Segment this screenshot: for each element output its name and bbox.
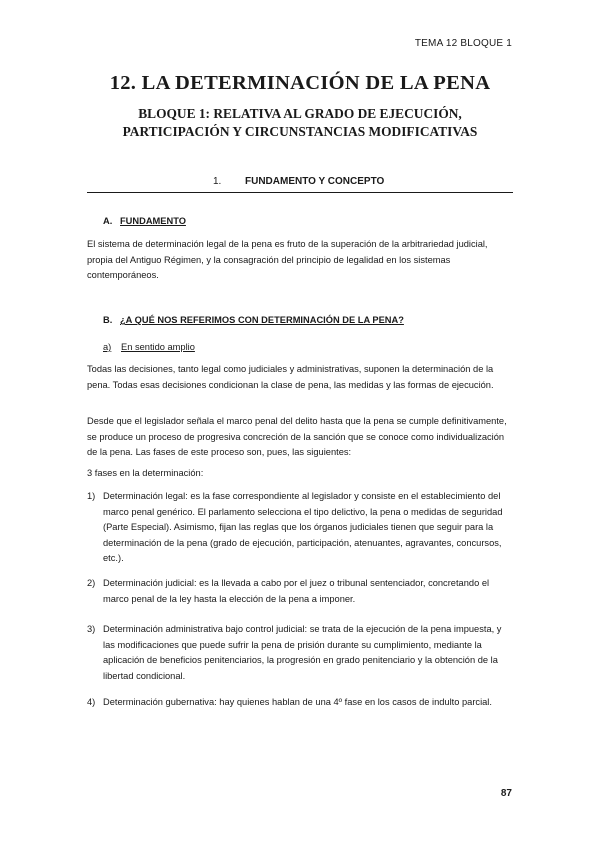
paragraph-3: 3 fases en la determinación: (87, 468, 204, 478)
paragraph-fundamento: El sistema de determinación legal de la pena es fruto de la superación de la arbitrariedad judicial, propia del Antiguo Régimen, y la consagración del principio de legalidad en los sistemas contemporáneos. (87, 239, 488, 281)
subheading-letter: a) (103, 342, 112, 352)
subtitle-line-2: PARTICIPACIÓN Y CIRCUNSTANCIAS MODIFICATIVAS (122, 124, 478, 139)
heading-letter: B. (103, 315, 113, 325)
list-item (87, 622, 515, 684)
heading-label: FUNDAMENTO (120, 216, 186, 226)
page-number: 87 (500, 788, 512, 799)
list-item (87, 576, 515, 607)
subheading-sentido-amplio (103, 342, 195, 352)
list-item (87, 489, 515, 567)
list-number: 1) (87, 491, 96, 501)
paragraph-2: Desde que el legislador señala el marco penal del delito hasta que la pena se cumple definitivamente, se produce un proceso de progresiva concreción de la sanción que se conoce como individualización de la pena. Las fases de este proceso son, pues, las siguientes: (87, 416, 507, 458)
heading-determinacion (103, 315, 404, 325)
section-number: 1. (213, 176, 222, 187)
page-title: 12. LA DETERMINACIÓN DE LA PENA (109, 72, 491, 94)
list-number: 3) (87, 624, 96, 634)
list-text: Determinación administrativa bajo control judicial: se trata de la ejecución de la pena impuesta, y las modificaciones que puede sufrir la pena de prisión durante su cumplimiento, mediante la aplicación de beneficios penitenciarios, la progresión en grado penitenciario y la obtención de la libertad condicional. (103, 624, 502, 681)
section-label: FUNDAMENTO Y CONCEPTO (245, 176, 385, 187)
list-text: Determinación judicial: es la llevada a cabo por el juez o tribunal sentenciador, concretando el marco penal de la ley hasta la elección de la pena a imponer. (103, 578, 490, 604)
list-number: 2) (87, 578, 96, 588)
heading-label: ¿A QUÉ NOS REFERIMOS CON DETERMINACIÓN DE LA PENA? (120, 315, 404, 325)
paragraph-1: Todas las decisiones, tanto legal como judiciales y administrativas, suponen la determinación de la pena. Todas esas decisiones condicionan la clase de pena, las medidas y las formas de ejecución. (87, 364, 494, 390)
heading-letter: A. (103, 216, 113, 226)
list-number: 4) (87, 697, 96, 707)
subheading-label: En sentido amplio (121, 342, 195, 352)
heading-fundamento (103, 216, 186, 226)
running-header: TEMA 12 BLOQUE 1 (414, 38, 512, 49)
list-text: Determinación legal: es la fase correspondiente al legislador y consiste en el establecimiento del marco penal genérico. El parlamento selecciona el tipo delictivo, la pena o medidas de seguridad (Parte Especial). Asimismo, fijan las reglas que los órganos judiciales tienen que seguir para la determinación de la pena (grado de ejecución, participación, atenuantes, agravantes, concursos, etc.). (103, 491, 503, 564)
list-text: Determinación gubernativa: hay quienes hablan de una 4º fase en los casos de indulto parcial. (103, 697, 492, 707)
subtitle-line-1: BLOQUE 1: RELATIVA AL GRADO DE EJECUCIÓN, (138, 106, 462, 121)
list-item (87, 695, 515, 711)
section-heading (87, 176, 513, 193)
